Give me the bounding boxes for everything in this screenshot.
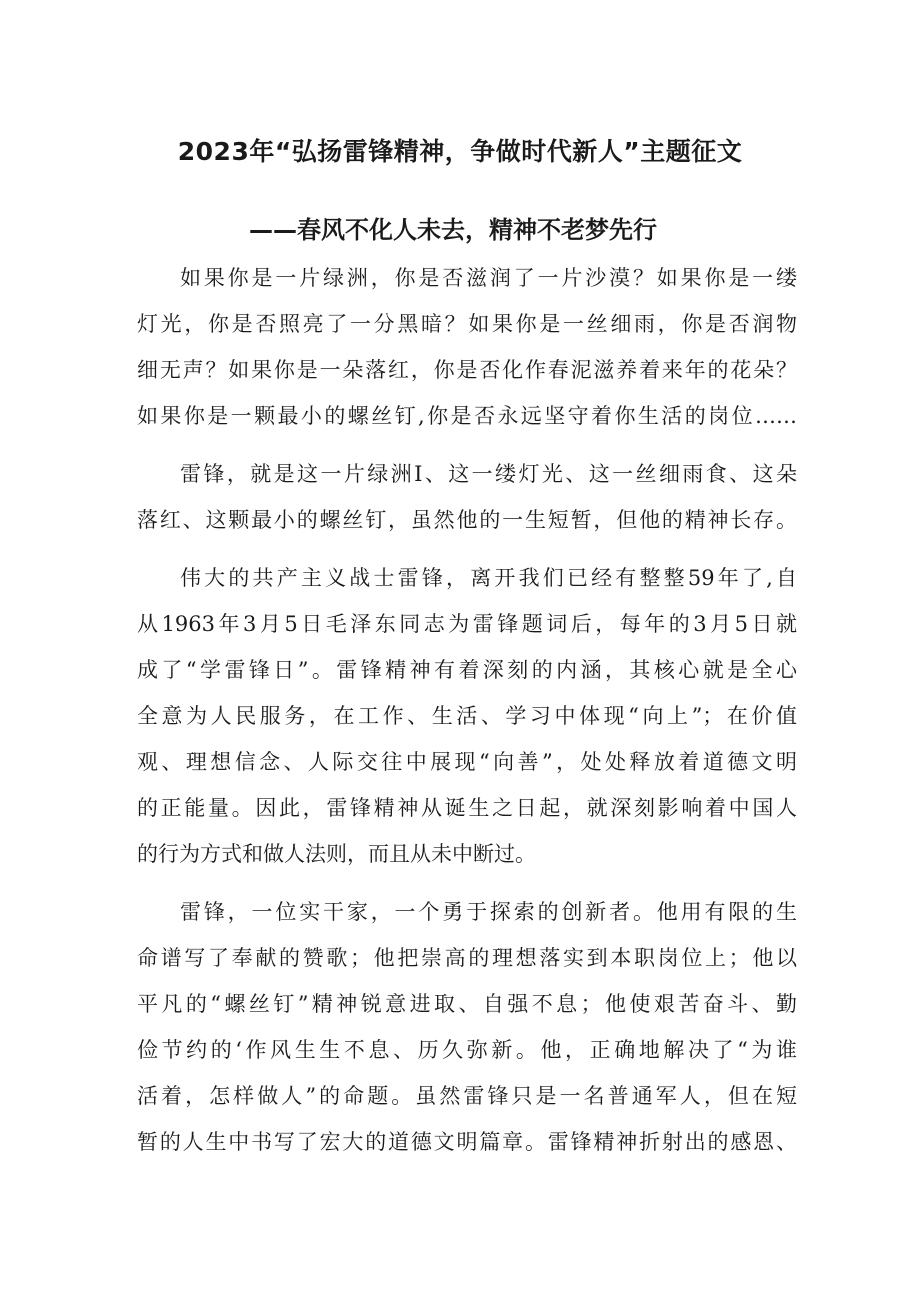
paragraph-line: 灯光，你是否照亮了一分黑暗？如果你是一丝细雨，你是否润物: [137, 312, 797, 336]
paragraph-line: 如果你是一颗最小的螺丝钉,你是否永远坚守着你生活的岗位……: [137, 404, 797, 428]
paragraph-line: 平凡的“螺丝钉”精神锐意进取、自强不息；他使艰苦奋斗、勤: [137, 992, 797, 1016]
paragraph-line: 如果你是一片绿洲，你是否滋润了一片沙漠？如果你是一缕: [180, 266, 797, 290]
paragraph-3: [137, 555, 797, 877]
paragraph-line: 的行为方式和做人法则，而且从未中断过。: [137, 842, 536, 866]
paragraph-1: [137, 255, 797, 439]
paragraph-2: [137, 451, 797, 543]
paragraph-line: 雷锋，一位实干家，一个勇于探索的创新者。他用有限的生: [180, 900, 797, 924]
paragraph-line: 命谱写了奉献的赞歌；他把崇高的理想落实到本职岗位上；他以: [137, 946, 797, 970]
paragraph-spacer: [137, 877, 797, 889]
document-subtitle: ——春风不化人未去，精神不老梦先行: [249, 216, 657, 244]
paragraph-spacer: [137, 439, 797, 451]
paragraph-spacer: [137, 543, 797, 555]
paragraph-line: 观、理想信念、人际交往中展现“向善”，处处释放着道德文明: [137, 750, 797, 774]
paragraph-line: 雷锋，就是这一片绿洲I、这一缕灯光、这一丝细雨食、这朵: [180, 462, 797, 486]
paragraph-line: 俭节约的‘作风生生不息、历久弥新。他，正确地解决了“为谁: [137, 1038, 797, 1062]
paragraph-line: 细无声？如果你是一朵落红，你是否化作春泥滋养着来年的花朵？: [137, 358, 797, 382]
paragraph-line: 伟大的共产主义战士雷锋，离开我们已经有整整59年了,自: [180, 566, 797, 590]
paragraph-line: 成了“学雷锋日”。雷锋精神有着深刻的内涵，其核心就是全心: [137, 658, 797, 682]
document-body: [137, 255, 797, 1165]
paragraph-4: [137, 889, 797, 1165]
paragraph-line: 全意为人民服务，在工作、生活、学习中体现“向上”；在价值: [137, 704, 797, 728]
paragraph-line: 从1963年3月5日毛泽东同志为雷锋题词后，每年的3月5日就: [137, 612, 797, 636]
paragraph-line: 落红、这颗最小的螺丝钉，虽然他的一生短暂，但他的精神长存。: [137, 508, 797, 532]
paragraph-line: 活着，怎样做人”的命题。虽然雷锋只是一名普通军人，但在短: [137, 1084, 797, 1108]
paragraph-line: 的正能量。因此，雷锋精神从诞生之日起，就深刻影响着中国人: [137, 796, 797, 820]
document-title: 2023年“弘扬雷锋精神，争做时代新人”主题征文: [177, 137, 743, 166]
paragraph-line: 暂的人生中书写了宏大的道德文明篇章。雷锋精神折射出的感恩、: [137, 1130, 797, 1154]
